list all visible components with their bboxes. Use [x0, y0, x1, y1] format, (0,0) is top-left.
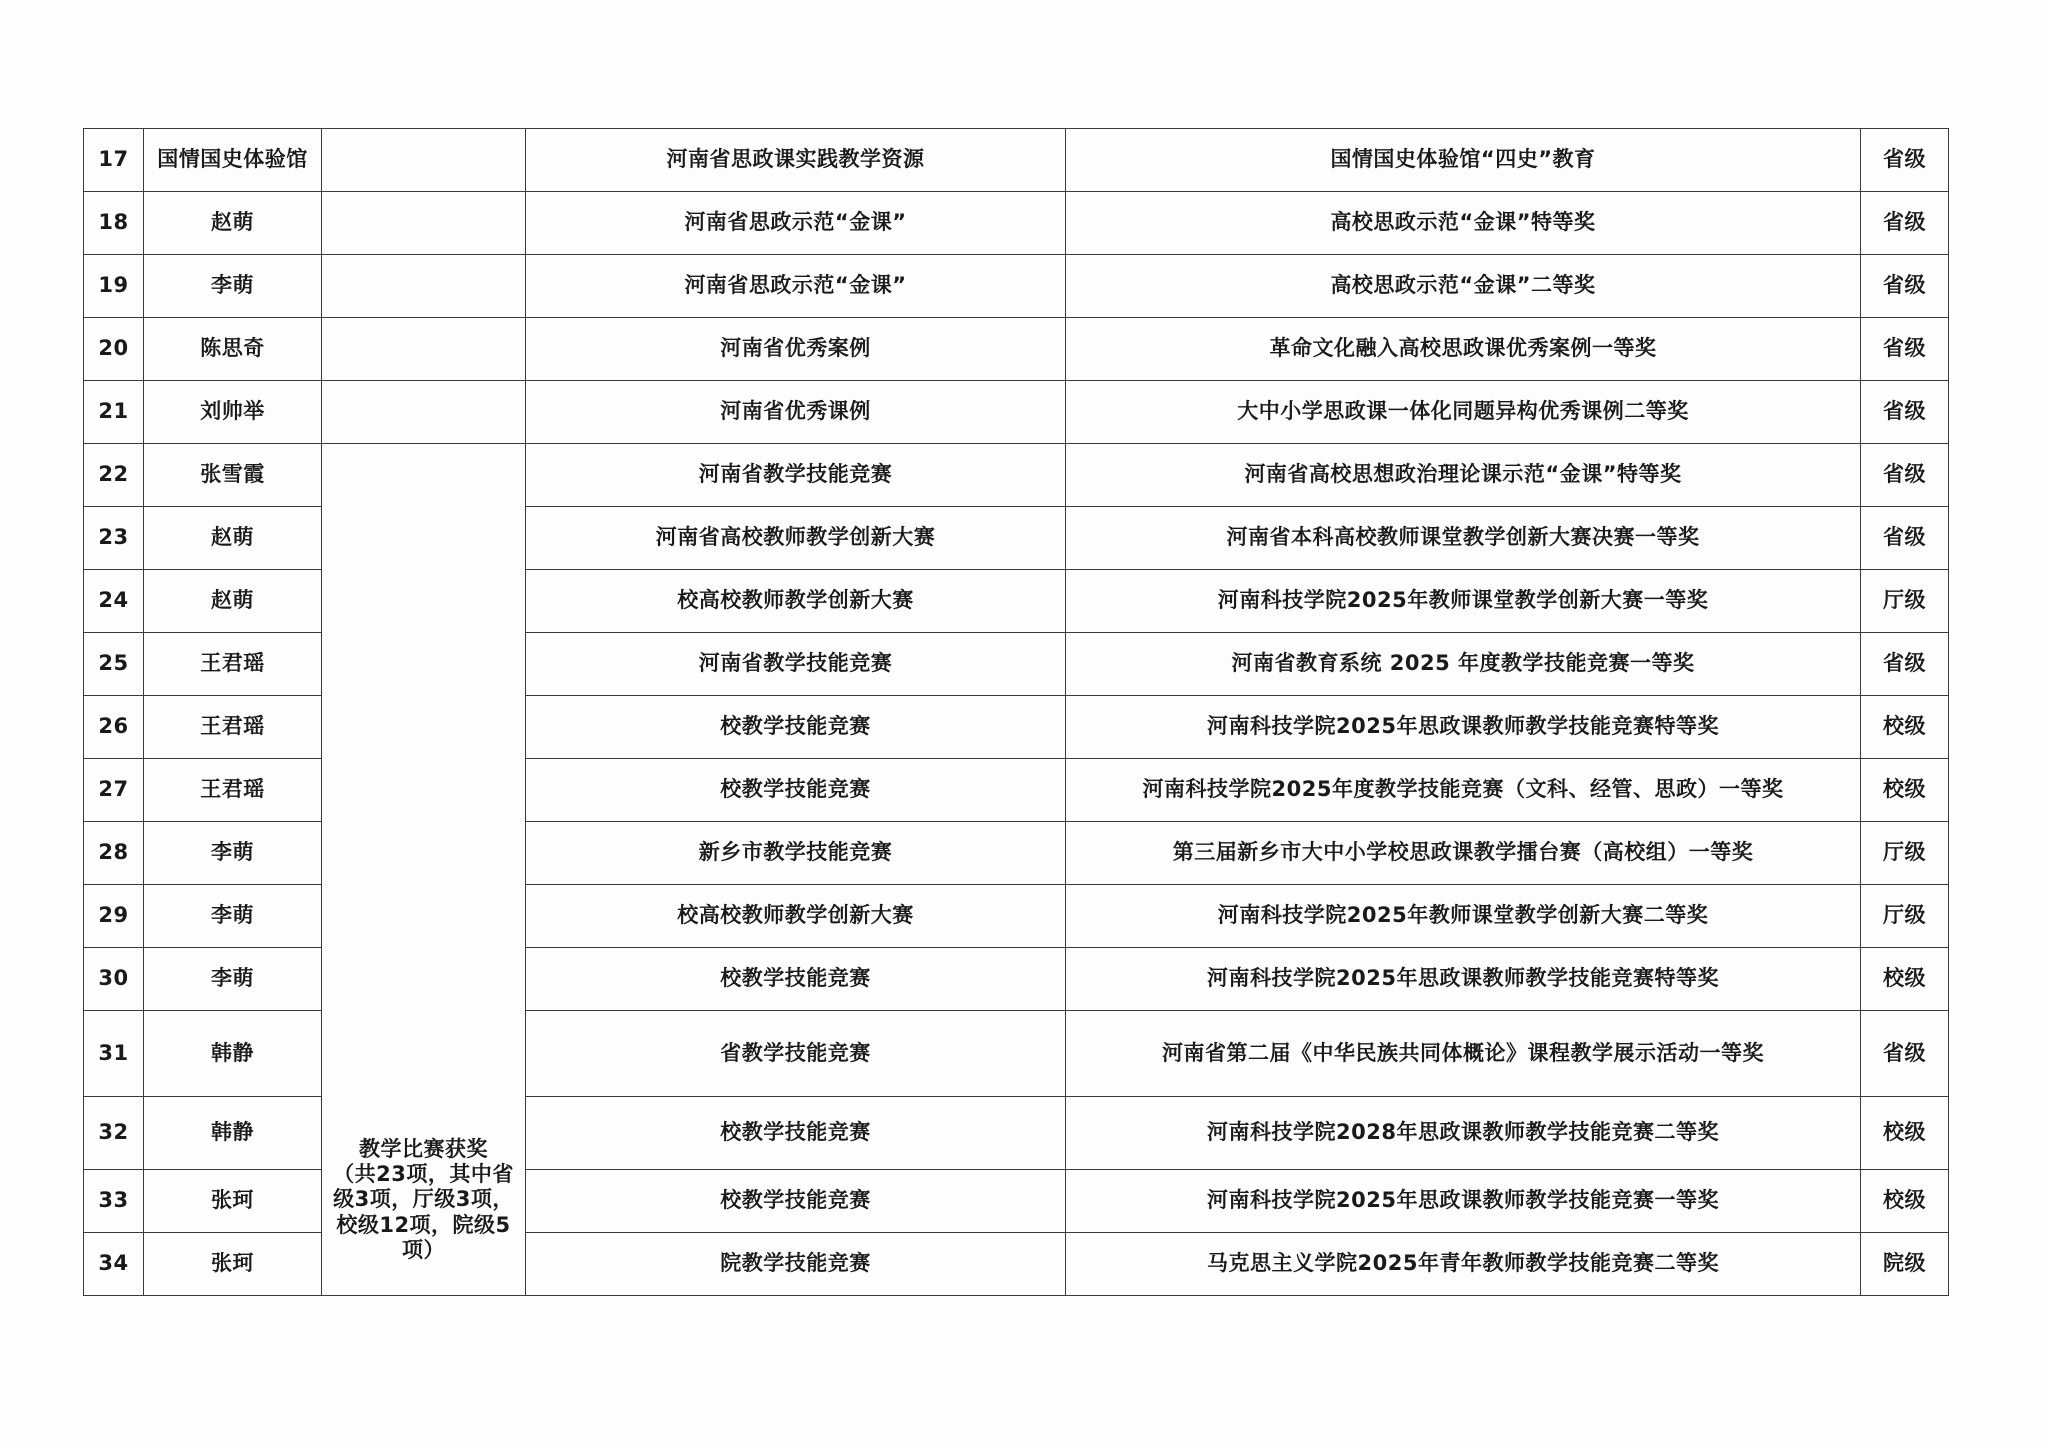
- row-number: 31: [84, 1011, 144, 1097]
- award-level: 厅级: [1861, 822, 1949, 885]
- winner-name: 韩静: [144, 1011, 322, 1097]
- winner-name: 张珂: [144, 1170, 322, 1233]
- winner-name: 国情国史体验馆: [144, 129, 322, 192]
- row-number: 26: [84, 696, 144, 759]
- row-number: 33: [84, 1170, 144, 1233]
- project-name: 河南省高校教师教学创新大赛: [526, 507, 1066, 570]
- row-number: 29: [84, 885, 144, 948]
- winner-name: 陈思奇: [144, 318, 322, 381]
- winner-name: 李萌: [144, 255, 322, 318]
- winner-name: 张珂: [144, 1233, 322, 1296]
- award-name: 河南科技学院2025年思政课教师教学技能竞赛特等奖: [1066, 696, 1861, 759]
- award-level: 校级: [1861, 1097, 1949, 1170]
- table-row: [84, 381, 1949, 444]
- table-row: [84, 129, 1949, 192]
- project-name: 省教学技能竞赛: [526, 1011, 1066, 1097]
- project-name: 校教学技能竞赛: [526, 759, 1066, 822]
- row-number: 23: [84, 507, 144, 570]
- project-name: 河南省教学技能竞赛: [526, 444, 1066, 507]
- winner-name: 李萌: [144, 822, 322, 885]
- awards-table-body: [84, 129, 1949, 1296]
- row-number: 18: [84, 192, 144, 255]
- award-name: 革命文化融入高校思政课优秀案例一等奖: [1066, 318, 1861, 381]
- project-name: 校教学技能竞赛: [526, 948, 1066, 1011]
- row-number: 32: [84, 1097, 144, 1170]
- award-level: 省级: [1861, 1011, 1949, 1097]
- category-line: （共23项，其中省: [333, 1162, 514, 1187]
- project-name: 校高校教师教学创新大赛: [526, 885, 1066, 948]
- award-level: 厅级: [1861, 885, 1949, 948]
- category-cell: [322, 255, 526, 318]
- award-level: 省级: [1861, 444, 1949, 507]
- category-merged-cell: [322, 444, 526, 1296]
- project-name: 河南省思政示范“金课”: [526, 192, 1066, 255]
- award-name: 马克思主义学院2025年青年教师教学技能竞赛二等奖: [1066, 1233, 1861, 1296]
- award-level: 院级: [1861, 1233, 1949, 1296]
- project-name: 河南省思政课实践教学资源: [526, 129, 1066, 192]
- project-name: 河南省优秀课例: [526, 381, 1066, 444]
- award-name: 河南科技学院2025年教师课堂教学创新大赛一等奖: [1066, 570, 1861, 633]
- award-level: 校级: [1861, 759, 1949, 822]
- row-number: 28: [84, 822, 144, 885]
- winner-name: 刘帅举: [144, 381, 322, 444]
- project-name: 校高校教师教学创新大赛: [526, 570, 1066, 633]
- project-name: 河南省思政示范“金课”: [526, 255, 1066, 318]
- award-name: 河南科技学院2025年思政课教师教学技能竞赛特等奖: [1066, 948, 1861, 1011]
- table-row: [84, 255, 1949, 318]
- award-name: 河南省第二届《中华民族共同体概论》课程教学展示活动一等奖: [1066, 1011, 1861, 1097]
- row-number: 20: [84, 318, 144, 381]
- award-level: 省级: [1861, 381, 1949, 444]
- table-row: [84, 444, 1949, 507]
- award-name: 河南省高校思想政治理论课示范“金课”特等奖: [1066, 444, 1861, 507]
- project-name: 校教学技能竞赛: [526, 696, 1066, 759]
- category-line: 校级12项，院级5: [336, 1212, 511, 1237]
- winner-name: 王君瑶: [144, 759, 322, 822]
- award-level: 省级: [1861, 507, 1949, 570]
- winner-name: 赵萌: [144, 507, 322, 570]
- project-name: 新乡市教学技能竞赛: [526, 822, 1066, 885]
- award-name: 国情国史体验馆“四史”教育: [1066, 129, 1861, 192]
- winner-name: 李萌: [144, 885, 322, 948]
- award-name: 河南科技学院2025年度教学技能竞赛（文科、经管、思政）一等奖: [1066, 759, 1861, 822]
- row-number: 17: [84, 129, 144, 192]
- award-name: 河南省教育系统 2025 年度教学技能竞赛一等奖: [1066, 633, 1861, 696]
- row-number: 21: [84, 381, 144, 444]
- winner-name: 韩静: [144, 1097, 322, 1170]
- table-row: [84, 192, 1949, 255]
- award-name: 河南科技学院2028年思政课教师教学技能竞赛二等奖: [1066, 1097, 1861, 1170]
- row-number: 27: [84, 759, 144, 822]
- award-name: 河南省本科高校教师课堂教学创新大赛决赛一等奖: [1066, 507, 1861, 570]
- award-name: 河南科技学院2025年教师课堂教学创新大赛二等奖: [1066, 885, 1861, 948]
- award-name: 河南科技学院2025年思政课教师教学技能竞赛一等奖: [1066, 1170, 1861, 1233]
- row-number: 25: [84, 633, 144, 696]
- row-number: 19: [84, 255, 144, 318]
- category-line: 项）: [402, 1237, 445, 1262]
- award-level: 校级: [1861, 948, 1949, 1011]
- award-level: 校级: [1861, 1170, 1949, 1233]
- award-level: 省级: [1861, 192, 1949, 255]
- winner-name: 赵萌: [144, 192, 322, 255]
- category-cell: [322, 192, 526, 255]
- row-number: 30: [84, 948, 144, 1011]
- winner-name: 赵萌: [144, 570, 322, 633]
- table-row: [84, 318, 1949, 381]
- award-level: 厅级: [1861, 570, 1949, 633]
- winner-name: 王君瑶: [144, 633, 322, 696]
- project-name: 河南省教学技能竞赛: [526, 633, 1066, 696]
- award-level: 省级: [1861, 633, 1949, 696]
- award-level: 省级: [1861, 318, 1949, 381]
- project-name: 院教学技能竞赛: [526, 1233, 1066, 1296]
- category-cell: [322, 381, 526, 444]
- award-name: 高校思政示范“金课”二等奖: [1066, 255, 1861, 318]
- awards-table: [83, 128, 1949, 1296]
- row-number: 24: [84, 570, 144, 633]
- project-name: 河南省优秀案例: [526, 318, 1066, 381]
- category-cell: [322, 318, 526, 381]
- category-cell: [322, 129, 526, 192]
- winner-name: 张雪霞: [144, 444, 322, 507]
- winner-name: 王君瑶: [144, 696, 322, 759]
- award-level: 省级: [1861, 129, 1949, 192]
- category-line: 级3项，厅级3项，: [333, 1187, 514, 1212]
- row-number: 22: [84, 444, 144, 507]
- award-level: 校级: [1861, 696, 1949, 759]
- award-name: 第三届新乡市大中小学校思政课教学擂台赛（高校组）一等奖: [1066, 822, 1861, 885]
- winner-name: 李萌: [144, 948, 322, 1011]
- row-number: 34: [84, 1233, 144, 1296]
- award-name: 大中小学思政课一体化同题异构优秀课例二等奖: [1066, 381, 1861, 444]
- award-name: 高校思政示范“金课”特等奖: [1066, 192, 1861, 255]
- project-name: 校教学技能竞赛: [526, 1097, 1066, 1170]
- project-name: 校教学技能竞赛: [526, 1170, 1066, 1233]
- category-line: 教学比赛获奖: [359, 1137, 488, 1162]
- award-level: 省级: [1861, 255, 1949, 318]
